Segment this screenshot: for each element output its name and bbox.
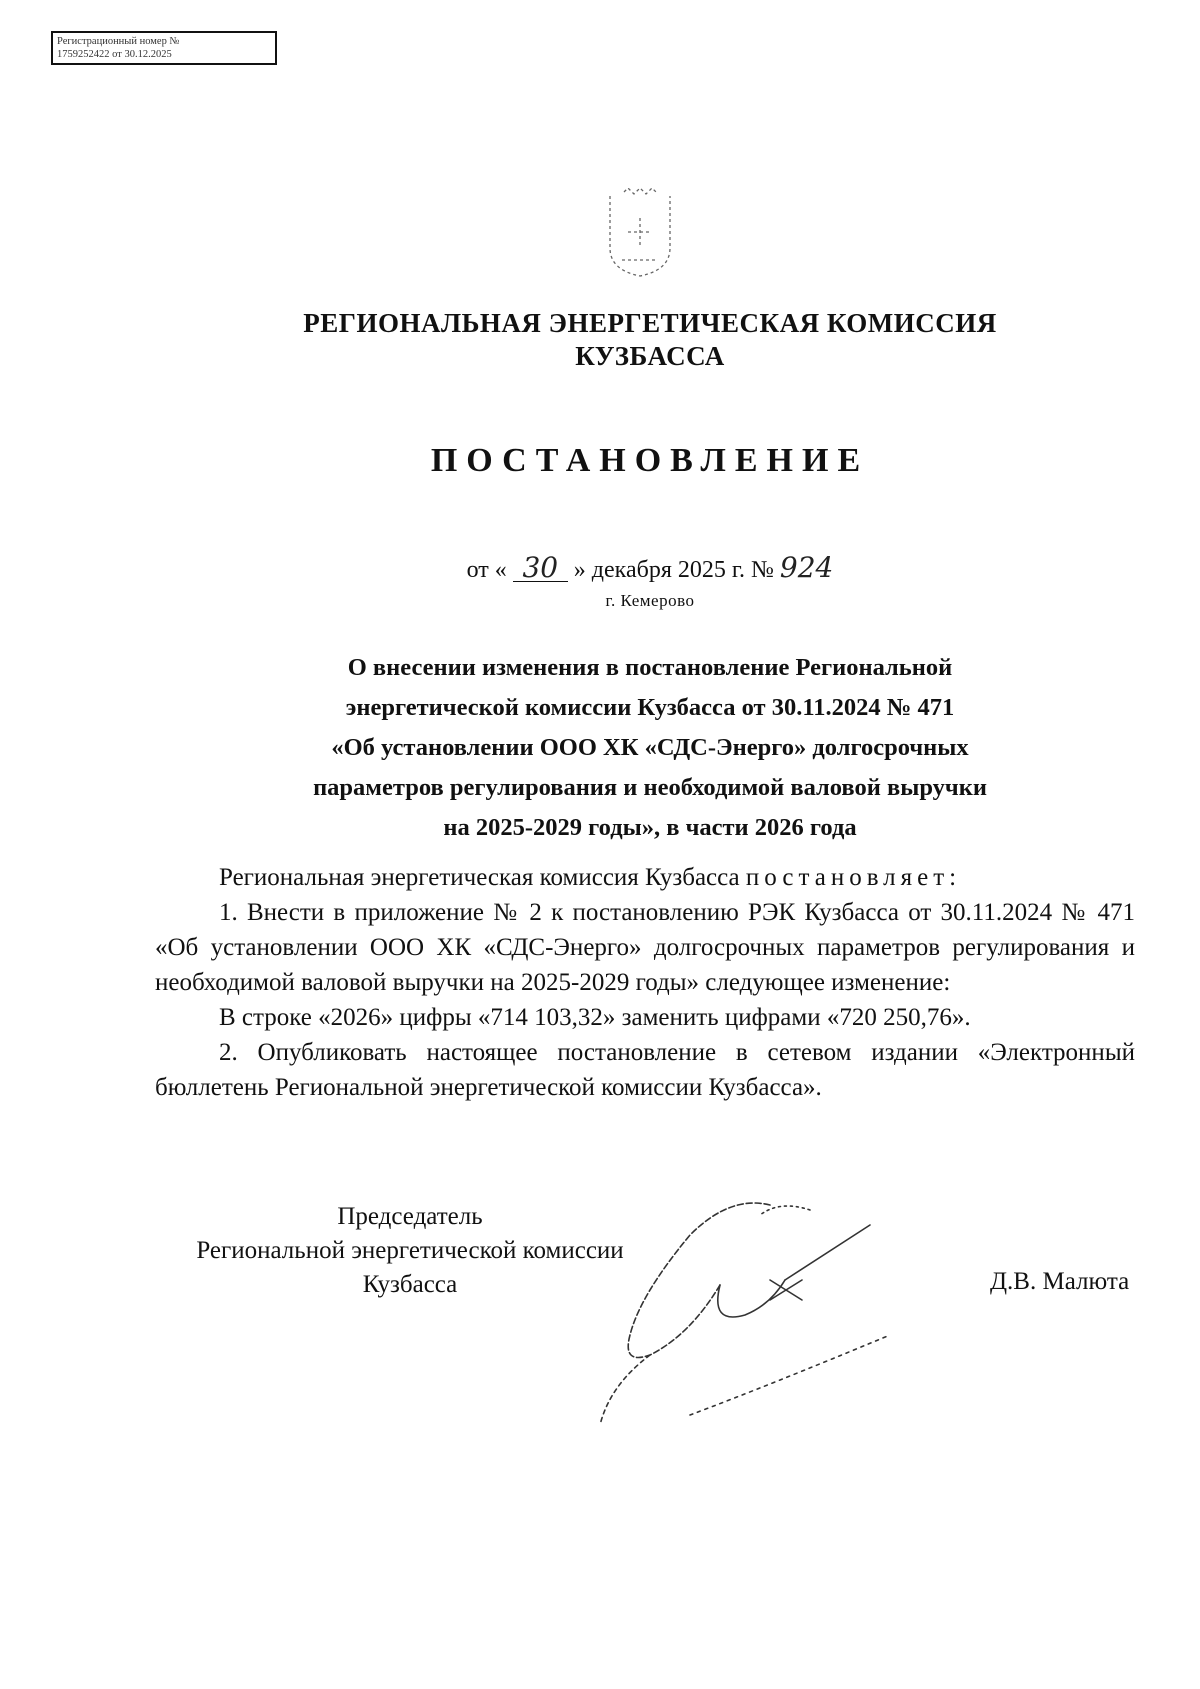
registration-line-2: 1759252422 от 30.12.2025 bbox=[57, 49, 172, 60]
intro-text: Региональная энергетическая комиссия Кузбасса bbox=[219, 864, 740, 891]
document-title bbox=[0, 648, 1200, 848]
city: г. Кемерово bbox=[605, 591, 695, 610]
intro-verb: постановляет: bbox=[745, 864, 962, 891]
title-line-4: параметров регулирования и необходимой валовой выручки bbox=[313, 774, 987, 801]
position-line-3: Кузбасса bbox=[362, 1271, 458, 1298]
date-prefix: от « bbox=[466, 557, 507, 583]
signatory-name: Д.В. Малюта bbox=[990, 1268, 1130, 1295]
date-line bbox=[0, 551, 1200, 584]
registration-line-1: Регистрационный номер № bbox=[57, 36, 180, 47]
document-number: 924 bbox=[779, 551, 834, 584]
document-body bbox=[155, 860, 1135, 1105]
title-line-3: «Об установлении ООО ХК «СДС-Энерго» долгосрочных bbox=[331, 734, 969, 761]
item-2-paragraph: 2. Опубликовать настоящее постановление в сетевом издании «Электронный бюллетень Региональной энергетической комиссии Кузбасса». bbox=[155, 1039, 1135, 1101]
date-day: 30 bbox=[513, 555, 568, 582]
item-1-paragraph: 1. Внести в приложение № 2 к постановлению РЭК Кузбасса от 30.11.2024 № 471 «Об установлении ООО ХК «СДС-Энерго» долгосрочных параметров регулирования и необходимой валовой выручки на 2025-2029 годы» следующее изменение: bbox=[155, 899, 1135, 996]
coat-of-arms-icon bbox=[600, 188, 680, 278]
date-month-year: » декабря 2025 г. № bbox=[573, 557, 774, 583]
organization-name-line-1: РЕГИОНАЛЬНАЯ ЭНЕРГЕТИЧЕСКАЯ КОМИССИЯ bbox=[303, 308, 997, 338]
title-line-5: на 2025-2029 годы», в части 2026 года bbox=[443, 814, 857, 841]
position-line-1: Председатель bbox=[337, 1203, 483, 1230]
document-type: ПОСТАНОВЛЕНИЕ bbox=[430, 442, 870, 479]
handwritten-signature bbox=[570, 1185, 950, 1435]
intro-paragraph bbox=[155, 860, 1135, 895]
organization-name-line-2: КУЗБАССА bbox=[575, 341, 725, 371]
position-line-2: Региональной энергетической комиссии bbox=[196, 1237, 624, 1264]
title-line-2: энергетической комиссии Кузбасса от 30.11.2024 № 471 bbox=[345, 694, 955, 721]
item-1-change-paragraph: В строке «2026» цифры «714 103,32» заменить цифрами «720 250,76». bbox=[219, 1004, 971, 1031]
registration-stamp bbox=[51, 31, 277, 65]
title-line-1: О внесении изменения в постановление Региональной bbox=[347, 654, 953, 681]
